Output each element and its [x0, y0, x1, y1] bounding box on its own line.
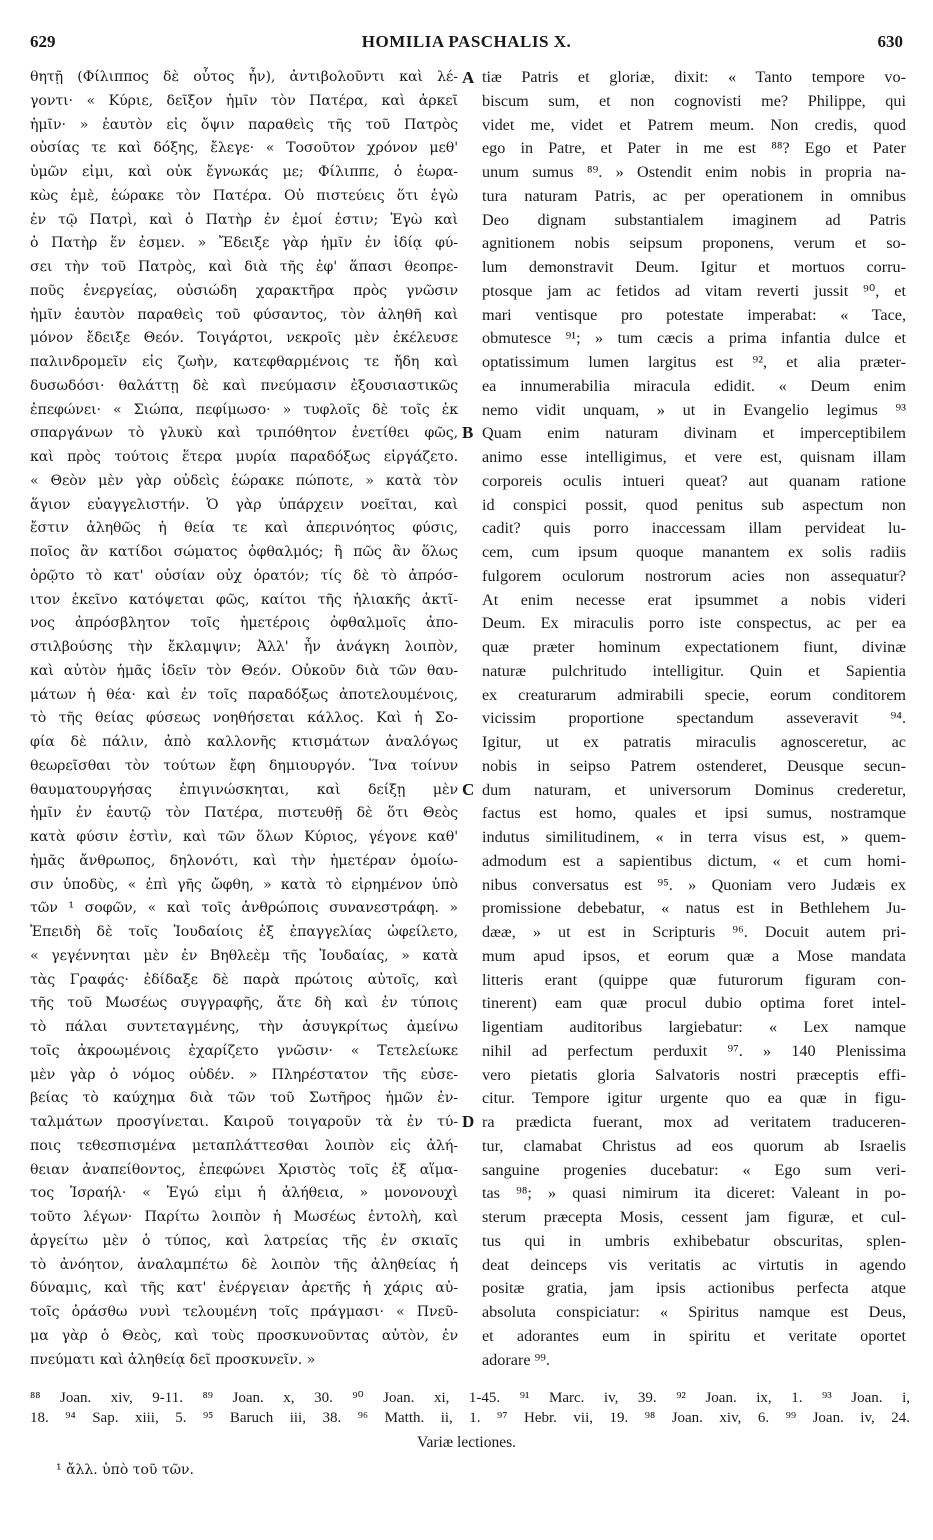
greek-text-line: ὀρῷτο τὸ κατ' οὐσίαν οὐχ ὁρατόν; τίς δὲ τὸ ἀπρόσ-: [30, 567, 458, 584]
greek-text-line: δυσωδόσι· θαλάττῃ δὲ καὶ πνεύμασιν ἐξουσιαστικῶς: [30, 377, 458, 394]
greek-text-line: φία δὲ πάλιν, ἀπὸ καλλονῆς κτισμάτων ἀναλόγως: [30, 734, 458, 750]
latin-text-line: ea innumerabilia miracula edidit. « Deum enim: [482, 376, 906, 395]
latin-text-line: admodum est a sapientibus dictum, « et cum homi-: [482, 851, 906, 870]
latin-text-line: sterum præcepta Mosis, cessent jam figuræ, et cul-: [482, 1208, 906, 1226]
footnote-line: 18. ⁹⁴ Sap. xiii, 5. ⁹⁵ Baruch iii, 38. ⁹⁶ Matth. ii, 1. ⁹⁷ Hebr. vii, 19. ⁹⁸ Joan. xiv, 6. ⁹⁹ Joan. iv, 24.: [30, 1410, 910, 1426]
greek-column: [30, 66, 458, 1372]
latin-text-line: sanguine progenies ducebatur: « Ego sum veri-: [482, 1160, 906, 1179]
greek-text-line: ταλμάτων προσγίνεται. Καιροῦ τοιγαροῦν τὰ ἐν τύ-: [30, 1114, 458, 1130]
variae-lectiones-heading: Variæ lectiones.: [416, 1434, 516, 1451]
latin-text-line: et adorantes eum in spiritu et veritate oportet: [482, 1326, 906, 1345]
greek-text-line: ἀργείτω μὲν ὁ τύπος, καὶ λατρείας τῆς ἐν σκιαῖς: [30, 1232, 458, 1249]
latin-text-line: dææ, » ut est in Scripturis ⁹⁶. Docuit autem pri-: [482, 923, 906, 941]
latin-text-line: optatissimum lumen largitus est ⁹², et alia præter-: [482, 353, 906, 371]
page-number-left: 629: [30, 32, 56, 51]
page-number-right: 630: [877, 32, 903, 51]
latin-text-line: animo esse intelligimus, et vere est, quisnam illam: [482, 448, 906, 466]
greek-text-line: ποῖος ἂν κατίδοι σώματος ὀφθαλμός; ἢ πῶς ἂν ὅλως: [30, 544, 458, 560]
latin-text-line: dum naturam, et universorum Dominus crederetur,: [482, 780, 906, 799]
latin-text-line: tiæ Patris et gloriæ, dixit: « Tanto tempore vo-: [482, 68, 906, 86]
latin-column: [482, 66, 906, 1372]
latin-text-line: positæ gratia, jam ipsis actionibus perfecta atque: [482, 1279, 906, 1298]
greek-text-line: μα γὰρ ὁ Θεὸς, καὶ τοὺς προσκυνοῦντας αὐτὸν, ἐν: [30, 1327, 458, 1344]
latin-text-line: promissione debebatur, « natus est in Bethlehem Ju-: [482, 899, 906, 918]
greek-text-line: στιλβούσης τὴν ἔκλαμψιν; Ἀλλ' ἦν ἀνάγκη λοιπὸν,: [30, 639, 458, 655]
latin-text-line: factus est homo, quales et ipsi sumus, nostramque: [482, 804, 906, 823]
greek-text-line: δύναμις, καὶ τῆς κατ' ἐνέργειαν ἀρετῆς ἡ χάρις αὐ-: [30, 1280, 458, 1297]
greek-text-line: θητῇ (Φίλιππος δὲ οὗτος ἦν), ἀντιβολοῦντι καὶ λέ-: [30, 69, 458, 85]
latin-text-line: videt me, videt et Patrem meum. Non credis, quod: [482, 115, 906, 134]
greek-text-line: « Θεὸν μὲν γὰρ οὐδεὶς ἑώρακε πώποτε, » κατὰ τὸν: [30, 472, 458, 489]
latin-text-line: cadit? quis porro inaccessam illam pervideat lu-: [482, 519, 906, 538]
latin-text-line: tus qui in umbris exhibebatur obscuritas, splen-: [482, 1231, 906, 1250]
latin-text-line: nobis in seipso Patrem ostenderet, Deusque secun-: [482, 756, 906, 775]
greek-text-line: τῶν ¹ σοφῶν, « καὶ τοῖς ἀνθρώποις συνανεστράφη. »: [30, 900, 458, 917]
greek-text-line: τος Ἰσραήλ· « Ἐγώ εἰμι ἡ ἀλήθεια, » μονονουχὶ: [30, 1185, 458, 1202]
greek-text-line: τὸ τῆς θείας φύσεως νοηθήσεται κάλλος. Καὶ ἡ Σο-: [30, 710, 458, 727]
latin-text-line: quæ præter hominum expectationem fiunt, divinæ: [482, 638, 906, 656]
greek-text-line: ἡμῖν ἑαυτὸν παραθεὶς τοῦ φύσαντος, τὸν ἀληθῆ καὶ: [30, 306, 458, 323]
greek-text-line: καὶ πρὸς τούτοις ἕτερα μυρία παραδόξως εἰργάζετο.: [30, 449, 458, 465]
latin-text-line: ptosque jam ac fetidos ad vitam reverti jussit ⁹⁰, et: [482, 281, 906, 300]
latin-text-line: Quam enim naturam divinam et imperceptibilem: [482, 424, 906, 443]
latin-text-line: nihil ad perfectum perduxit ⁹⁷. » 140 Plenissima: [482, 1041, 906, 1060]
margin-marker-b: B: [462, 423, 474, 442]
margin-marker-a: A: [462, 68, 475, 87]
greek-text-line: πνεύματι καὶ ἀληθείᾳ δεῖ προσκυνεῖν. »: [30, 1351, 316, 1368]
latin-text-line: lum demonstravit Deum. Igitur et mortuos corru-: [482, 258, 906, 276]
greek-text-line: τὸ πάλαι συντεταγμένης, τὴν ἀσυγκρίτως ἀμείνω: [30, 1019, 458, 1035]
greek-text-line: μόνον ἔδειξε Θεόν. Τοιγάρτοι, νεκροῖς μὲν ἐκέλευσε: [30, 330, 458, 347]
latin-text-line: id conspici possit, quod penitus sub aspectum non: [482, 495, 906, 514]
latin-text-line: nemo vidit unquam, » ut in Evangelio legimus ⁹³: [482, 400, 906, 419]
greek-text-line: τοῖς ὁράσθω νυνὶ τελουμένη τοῖς πράγμασι· « Πνεῦ-: [30, 1304, 458, 1320]
footnotes: [30, 1388, 910, 1432]
latin-text-line: citur. Tempore igitur urgente quo ea quæ in figu-: [482, 1089, 906, 1108]
latin-text-line: deat deinceps vis veritatis ac virtutis in agendo: [482, 1255, 906, 1274]
greek-text-line: ἡμᾶς ἄνθρωπος, δηλονότι, καὶ τὴν ἡμετέραν ὁμοίω-: [30, 852, 458, 869]
greek-text-line: ἐπεφώνει· « Σιώπα, πεφίμωσο· » τυφλοῖς δὲ τοῖς ἐκ: [30, 401, 458, 418]
greek-text-line: ἡμῖν· » ἑαυτὸν εἰς ὄψιν παραθεὶς τῆς τοῦ Πατρὸς: [30, 116, 458, 133]
greek-text-line: κατὰ φύσιν ἐστὶν, καὶ τῶν ὅλων Κύριος, γέγονε καθ': [30, 829, 458, 845]
greek-text-line: οὐσίας τε καὶ δόξης, ἔλεγε· « Τοσοῦτον χρόνον μεθ': [30, 140, 458, 157]
footnote-line: ⁸⁸ Joan. xiv, 9-11. ⁸⁹ Joan. x, 30. ⁹⁰ Joan. xi, 1-45. ⁹¹ Marc. iv, 39. ⁹² Joan. ix, 1. ⁹³ Joan. i,: [30, 1390, 910, 1406]
variant-reading: ¹ ἄλλ. ὑπὸ τοῦ τῶν.: [56, 1462, 195, 1478]
latin-text-line: ego in Patre, et Pater in me est ⁸⁸? Ego et Pater: [482, 139, 906, 158]
latin-text-line: biscum sum, et non cognovisti me? Philippe, qui: [482, 91, 906, 110]
greek-text-line: ὁ Πατὴρ ἕν ἐσμεν. » Ἔδειξε γὰρ ἡμῖν ἐν ἰδίᾳ φύ-: [30, 235, 458, 252]
greek-text-line: τὸ ἀνόητον, ἀναλαμπέτω δὲ λοιπὸν τῆς ἀληθείας ἡ: [30, 1256, 458, 1273]
latin-text-line: adorare ⁹⁹.: [482, 1350, 550, 1369]
latin-text-line: indutus similitudinem, « in terra visus est, » quem-: [482, 828, 906, 846]
latin-text-line: At enim necesse erat ipsummet a nobis videri: [482, 590, 906, 609]
greek-text-line: τοῦτο λέγων· Παρίτω λοιπὸν ἡ Μωσέως ἐντολὴ, καὶ: [30, 1209, 458, 1225]
greek-text-line: ἅγιον εὐαγγελιστήν. Ὁ γὰρ ὑπάρχειν νοεῖται, καὶ: [30, 496, 458, 513]
greek-text-line: μάτων ἡ θέα· καὶ ἐν τοῖς παραδόξως ἀποτελουμένοις,: [30, 686, 458, 703]
greek-text-line: μὲν γὰρ ὁ νόμος οὐδέν. » Πληρέστατον τῆς εὐσε-: [30, 1066, 458, 1083]
greek-text-line: θεωρεῖσθαι τὸν τούτων ἔφη δημιουργόν. Ἵνα τοίνυν: [30, 757, 458, 774]
greek-text-line: ἔστιν ἀληθῶς ἡ θεία τε καὶ ἀπερινόητος φύσις,: [30, 520, 458, 537]
latin-text-line: mum apud ipsos, et eorum quæ a Mose mandata: [482, 946, 906, 965]
greek-text-line: « γεγέννηται μὲν ἐν Βηθλεὲμ τῆς Ἰουδαίας, » κατὰ: [30, 947, 458, 964]
greek-text-line: παλινδρομεῖν εἰς ζωὴν, κατεφθαρμένοις τε ἤδη καὶ: [30, 354, 458, 370]
greek-text-line: ιτον ἐκεῖνο κατόψεται φῶς, καίτοι τῆς ἡλιακῆς ἀκτῖ-: [30, 591, 458, 608]
greek-text-line: νος ἀπρόσβλητον τοῖς ἡμετέροις ὀφθαλμοῖς ἀπο-: [30, 615, 458, 632]
page-title: HOMILIA PASCHALIS X.: [361, 32, 572, 51]
latin-text-line: ligentiam auditoribus largiebatur: « Lex namque: [482, 1018, 906, 1036]
latin-text-line: absoluta conspiciatur: « Spiritus namque est Deus,: [482, 1303, 906, 1321]
latin-text-line: Deo dignam substantialem imaginem ad Patris: [482, 210, 906, 229]
latin-text-line: cem, cum ipsum quoque manantem ex solis radiis: [482, 543, 906, 561]
latin-text-line: naturæ pulchritudo intelligitur. Quin et Sapientia: [482, 661, 906, 680]
greek-text-line: τῆς τοῦ Μωσέως συγγραφῆς, ἅτε δὴ καὶ ἐν τύποις: [30, 995, 458, 1012]
greek-text-line: θαυματουργήσας ἐπιγινώσκηται, καὶ δείξῃ μὲν: [30, 781, 458, 798]
latin-text-line: tura naturam Patris, ac per operationem in omnibus: [482, 186, 906, 205]
greek-text-line: ποῦς ἐνεργείας, οὐσιώδη χαρακτῆρα πρὸς γνῶσιν: [30, 282, 458, 299]
running-header: [30, 32, 903, 56]
latin-text-line: litteris erant (quippe quæ futurorum figuram con-: [482, 970, 906, 989]
latin-text-line: ra prædicta fuerant, mox ad veritatem traduceren-: [482, 1113, 906, 1131]
greek-text-line: γοντι· « Κύριε, δεῖξον ἡμῖν τὸν Πατέρα, καὶ ἀρκεῖ: [30, 92, 458, 109]
latin-text-line: ex creaturarum admirabili specie, eorum conditorem: [482, 685, 906, 704]
greek-text-line: ἐν τῷ Πατρὶ, καὶ ὁ Πατὴρ ἐν ἐμοί ἐστιν; Ἐγὼ καὶ: [30, 211, 458, 228]
greek-text-line: κὼς ἐμὲ, ἑώρακε τὸν Πατέρα. Οὐ πιστεύεις ὅτι ἐγὼ: [30, 187, 458, 204]
greek-text-line: τοῖς ἀκροωμένοις ἐχαρίζετο γνῶσιν· « Τετελείωκε: [30, 1042, 458, 1059]
greek-text-line: τὰς Γραφάς· ἐδίδαξε δὲ παρὰ πρώτοις αὐτοῖς, καὶ: [30, 971, 458, 988]
greek-text-line: σει τὴν τοῦ Πατρὸς, καὶ διὰ τῆς ἐφ' ἅπασι θεοπρε-: [30, 259, 458, 275]
greek-text-line: σιν ὑποδὺς, « ἐπὶ γῆς ὤφθη, » κατὰ τὸ εἰρημένον ὑπὸ: [30, 876, 458, 893]
latin-text-line: agnitionem nobis seipsum proponens, verum et so-: [482, 234, 906, 253]
latin-text-line: Deum. Ex miraculis porro iste conspectus, ac per ea: [482, 614, 906, 633]
latin-text-line: tinerent) eam quæ procul dubio optima foret intel-: [482, 994, 906, 1013]
greek-text-line: καὶ αὐτὸν ἡμᾶς ἰδεῖν τὸν Θεόν. Οὐκοῦν διὰ τῶν θαυ-: [30, 662, 458, 679]
latin-text-line: Igitur, ut ex patratis miraculis agnosceretur, ac: [482, 733, 906, 751]
greek-text-line: θειαν ἀναπείθοντος, ἐπεφώνει Χριστὸς τοῖς ἐξ αἵμα-: [30, 1161, 458, 1178]
latin-text-line: unum sumus ⁸⁹. » Ostendit enim nobis in propria na-: [482, 163, 906, 181]
latin-text-line: mari ventisque pro potestate imperabat: « Tace,: [482, 305, 906, 324]
latin-text-line: vicissim proportione spectandum asseveravit ⁹⁴.: [482, 709, 906, 728]
latin-text-line: obmutesce ⁹¹; » tum cæcis a prima infantia dulce et: [482, 329, 906, 348]
latin-text-line: corporeis oculis intueri queat? aut quanam ratione: [482, 471, 906, 490]
greek-text-line: ὑμῶν εἰμι, καὶ οὐκ ἔγνωκάς με; Φίλιππε, ὁ ἑωρα-: [30, 164, 458, 180]
greek-text-line: Ἐπειδὴ δὲ τοῖς Ἰουδαίοις ἐξ ἐπαγγελίας ὠφείλετο,: [30, 924, 458, 940]
margin-marker-c: C: [462, 780, 475, 799]
greek-text-line: ἡμῖν ἐν ἑαυτῷ τὸν Πατέρα, πιστευθῇ δὲ ὅτι Θεὸς: [30, 805, 458, 822]
greek-text-line: σπαργάνων τὸ γλυκὺ καὶ τριπόθητον ἐνετίθει φῶς,: [30, 425, 458, 442]
margin-marker-d: D: [462, 1112, 475, 1131]
greek-text-line: βείας τὸ καύχημα διὰ τῶν τοῦ Σωτῆρος ἡμῶν ἐν-: [30, 1090, 458, 1107]
latin-text-line: tur, clamabat Christus ad eos quorum ab Israelis: [482, 1136, 906, 1155]
latin-text-line: fulgorem oculorum nostrorum acies non assequatur?: [482, 566, 906, 585]
latin-text-line: nibus conversatus est ⁹⁵. » Quoniam vero Judæis ex: [482, 875, 906, 894]
latin-text-line: vero pietatis gloria Salvatoris nostri præceptis effi-: [482, 1065, 906, 1084]
latin-text-line: tas ⁹⁸; » quasi nimirum ita diceret: Valeant in po-: [482, 1184, 906, 1203]
greek-text-line: ποις τεθεσπισμένα μεταπλάττεσθαι λοιπὸν εἰς ἀλή-: [30, 1137, 458, 1154]
